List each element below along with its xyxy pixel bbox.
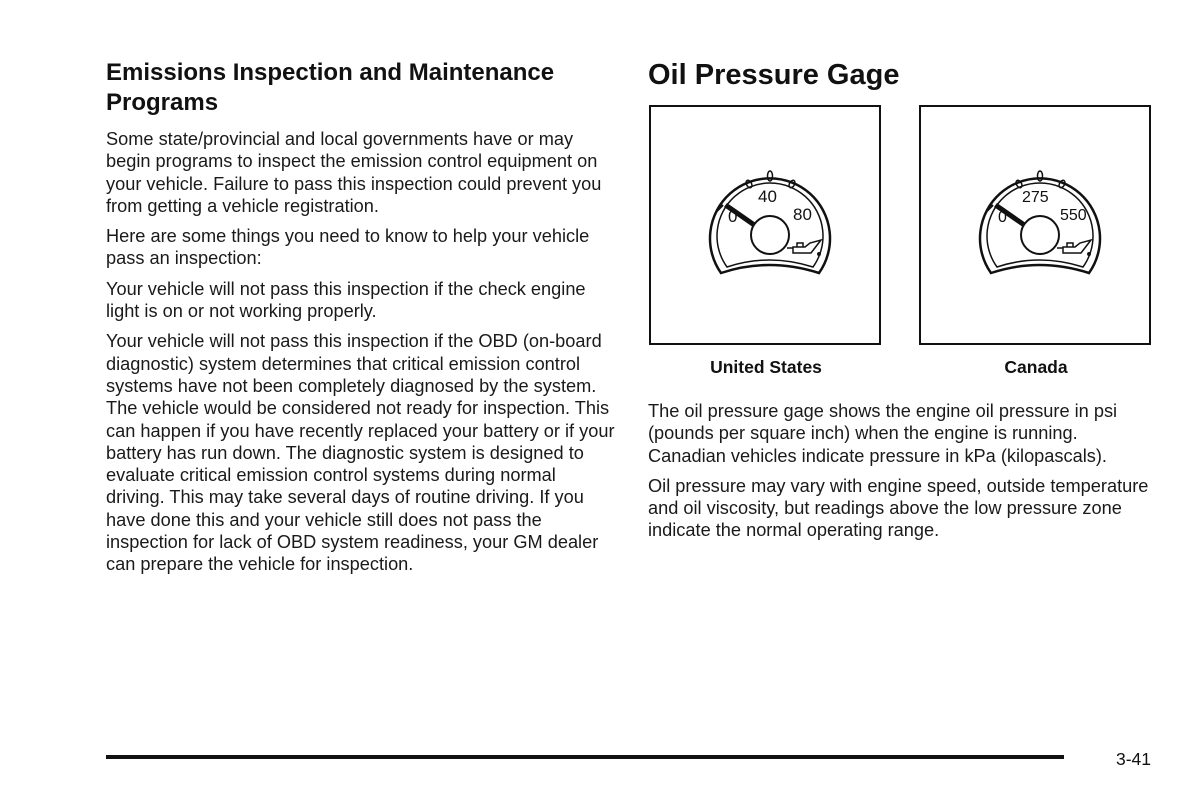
figure-caption-us: United States	[710, 357, 822, 377]
gauge-label-mid: 40	[758, 187, 777, 206]
gauge-label-max: 550	[1060, 207, 1087, 224]
canada-gauge-illustration	[919, 105, 1151, 345]
oil-pressure-gauge-canada	[921, 107, 1149, 343]
section-heading-emissions: Emissions Inspection and Maintenance Programs	[106, 59, 555, 116]
left-column	[106, 58, 616, 584]
figure-caption-canada: Canada	[1004, 357, 1068, 377]
oil-pressure-gauge-us	[651, 107, 879, 343]
gauge-label-min: 0	[998, 209, 1007, 226]
us-gauge-illustration	[649, 105, 881, 345]
gauge-figures	[648, 105, 1154, 350]
gauge-label-mid: 275	[1022, 189, 1049, 206]
paragraph: Your vehicle will not pass this inspection if the check engine light is on or not working properly.	[106, 278, 586, 322]
paragraph: The oil pressure gage shows the engine oil pressure in psi (pounds per square inch) when the engine is running. Canadian vehicles indicate pressure in kPa (kilopascals).	[648, 401, 1118, 466]
oil-pressure-body	[648, 400, 1153, 550]
paragraph: Some state/provincial and local governments have or may begin programs to inspect the emission control equipment on your vehicle. Failure to pass this inspection could prevent you from getting a vehicle registration.	[106, 129, 602, 216]
footer-rule	[106, 755, 1064, 759]
oil-can-icon	[1057, 240, 1091, 255]
gauge-label-min: 0	[728, 207, 738, 226]
paragraph: Here are some things you need to know to help your vehicle pass an inspection:	[106, 226, 590, 269]
page-number: 3-41	[1116, 749, 1152, 769]
paragraph: Oil pressure may vary with engine speed, outside temperature and oil viscosity, but readings above the low pressure zone indicate the normal operating range.	[648, 475, 1149, 541]
section-heading-oil-pressure: Oil Pressure Gage	[648, 59, 900, 91]
right-column-header	[648, 58, 1153, 92]
paragraph: Your vehicle will not pass this inspection if the OBD (on-board diagnostic) system determines that critical emission control systems have not been completely diagnosed by the system. The vehicle would be considered not ready for inspection. This can happen if you have recently replaced your battery or if your battery has run down. The diagnostic system is designed to evaluate critical emission control systems during normal driving. This may take several days of routine driving. If you have done this and your vehicle still does not pass the inspection for lack of OBD system readiness, your GM dealer can prepare the vehicle for inspection.	[106, 331, 615, 575]
oil-can-icon	[787, 240, 821, 255]
gauge-label-max: 80	[793, 205, 812, 224]
